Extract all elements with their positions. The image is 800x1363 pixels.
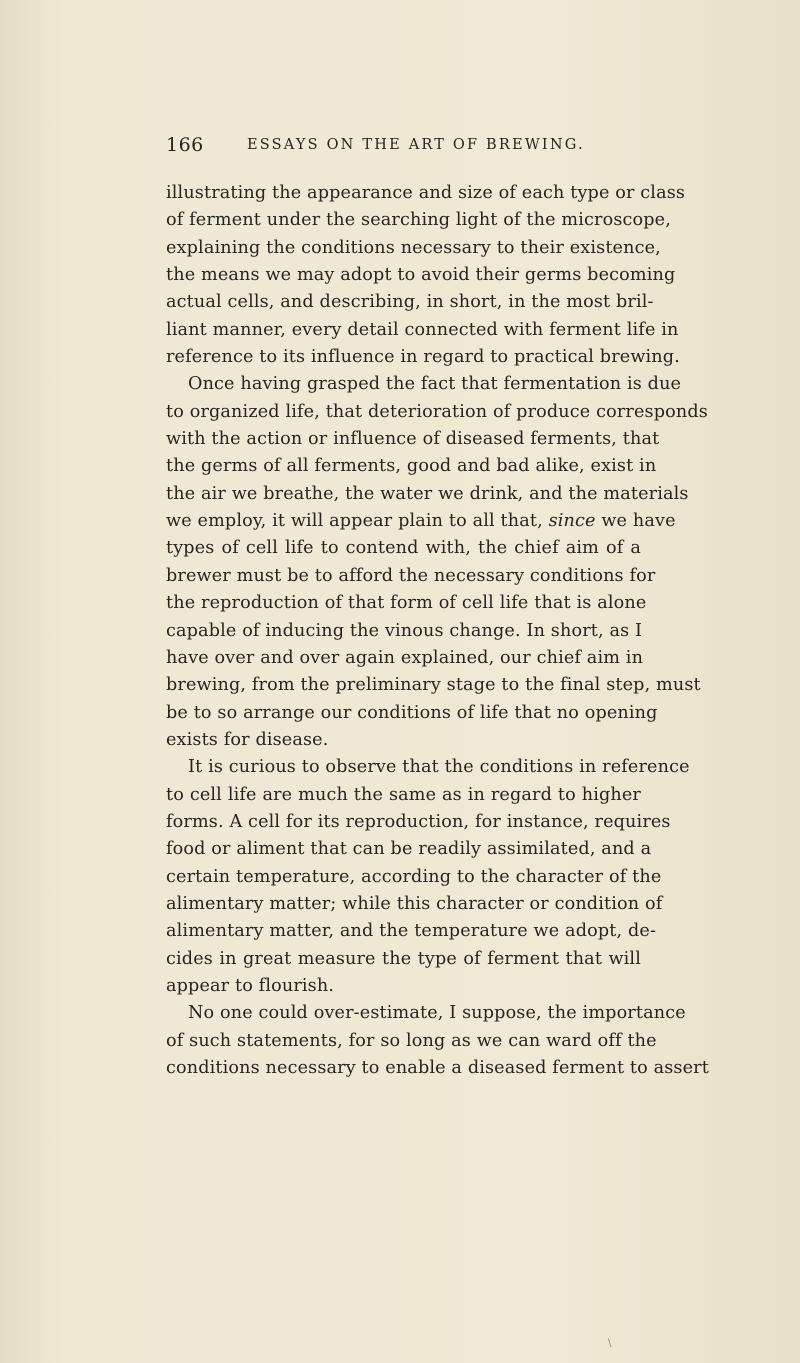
paragraph <box>166 180 686 371</box>
text-line: the germs of all ferments, good and bad alike, exist in <box>166 456 657 477</box>
text-line: capable of inducing the vinous change. In short, as I <box>166 620 643 641</box>
text-line: It is curious to observe that the conditions in reference <box>188 757 690 778</box>
text-line: appear to flourish. <box>166 975 335 996</box>
text-line: brewer must be to afford the necessary conditions for <box>166 565 656 586</box>
page-header <box>166 134 646 164</box>
text-line: food or aliment that can be readily assimilated, and a <box>166 839 652 860</box>
running-head: ESSAYS ON THE ART OF BREWING. <box>247 137 585 153</box>
paragraph <box>166 371 708 754</box>
text-line: of ferment under the searching light of the microscope, <box>166 210 671 231</box>
text-line: the reproduction of that form of cell life that is alone <box>166 593 647 614</box>
text-line: the means we may adopt to avoid their germs becoming <box>166 265 676 286</box>
text-line: cides in great measure the type of ferment that will <box>166 948 641 969</box>
text-line: alimentary matter; while this character or condition of <box>166 893 663 914</box>
text-line: conditions necessary to enable a diseased ferment to assert <box>166 1058 709 1078</box>
text-line: alimentary matter, and the temperature we adopt, de- <box>166 921 657 942</box>
text-line: to organized life, that deterioration of produce corresponds <box>166 401 708 422</box>
text-line: No one could over-estimate, I suppose, the importance <box>188 1003 686 1024</box>
text-line: with the action or influence of diseased ferments, that <box>166 429 660 450</box>
text-line: have over and over again explained, our chief aim in <box>166 647 644 668</box>
paragraph <box>166 754 690 1000</box>
printer-mark: \ <box>608 1338 612 1349</box>
text-line: types of cell life to contend with, the chief aim of a <box>166 538 641 559</box>
text-line: of such statements, for so long as we can ward off the <box>166 1030 657 1051</box>
text-line: illustrating the appearance and size of each type or class <box>166 183 686 203</box>
text-line: be to so arrange our conditions of life that no opening <box>166 702 658 723</box>
text-line: forms. A cell for its reproduction, for instance, requires <box>166 811 671 832</box>
text-line: certain temperature, according to the character of the <box>166 866 662 887</box>
text-line: reference to its influence in regard to practical brewing. <box>166 347 680 368</box>
text-line: liant manner, every detail connected with ferment life in <box>166 319 679 340</box>
text-line: the air we breathe, the water we drink, and the materials <box>166 483 689 504</box>
text-line: explaining the conditions necessary to their existence, <box>166 237 661 258</box>
text-line: Once having grasped the fact that fermentation is due <box>188 374 682 395</box>
page-number: 166 <box>166 134 204 156</box>
body-text <box>166 180 709 1082</box>
text-line: we employ, it will appear plain to all that, since we have <box>166 511 676 532</box>
text-line: exists for disease. <box>166 729 329 750</box>
text-line: brewing, from the preliminary stage to the final step, must <box>166 675 701 696</box>
text-line: actual cells, and describing, in short, in the most bril- <box>166 292 654 313</box>
paragraph <box>166 1000 709 1082</box>
text-line: to cell life are much the same as in regard to higher <box>166 784 641 805</box>
